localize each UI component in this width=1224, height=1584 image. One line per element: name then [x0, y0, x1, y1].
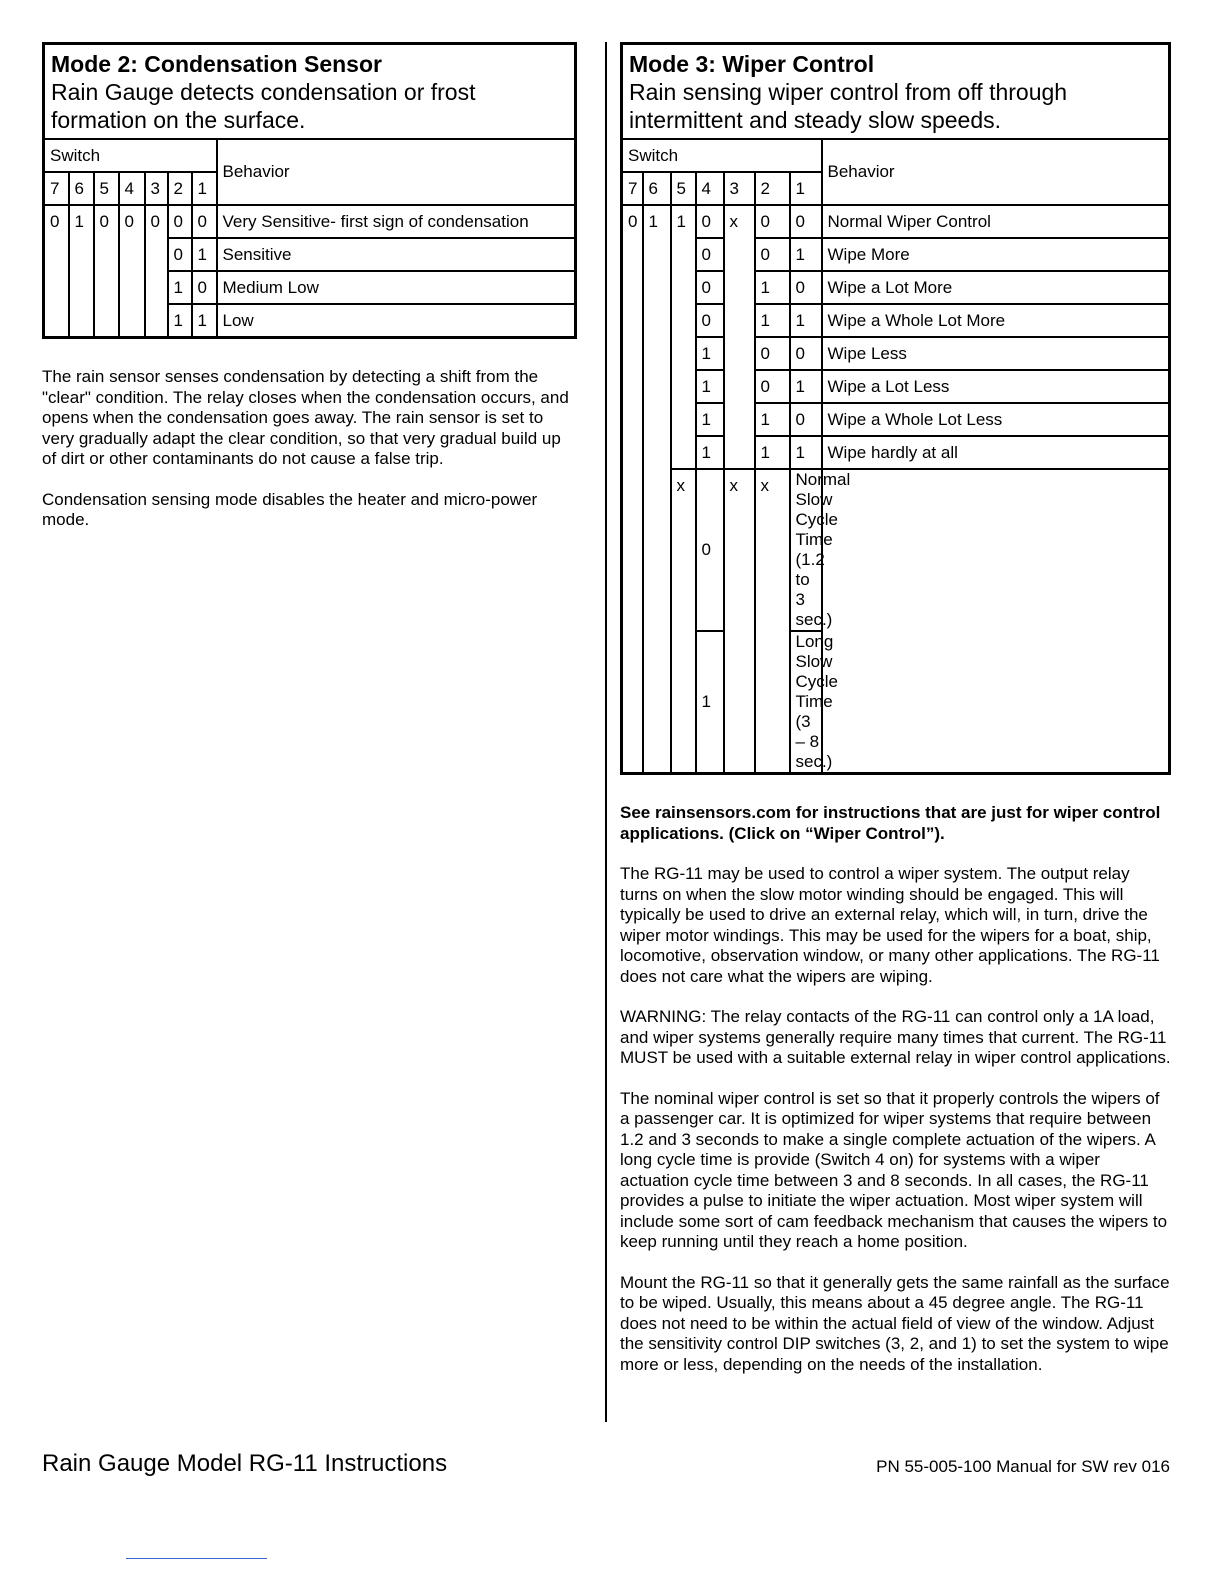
- mode2-row4-behavior: Low: [217, 304, 576, 338]
- mode3-note: See rainsensors.com for instructions that are just for wiper control applications. (Click on “Wiper Control”).: [620, 803, 1161, 843]
- mode3-row3-bit4: 0: [696, 271, 724, 304]
- mode3-row2-behavior: Wipe More: [822, 238, 1170, 271]
- link-underline: [126, 1558, 267, 1559]
- mode3-bit-5: 1: [671, 205, 696, 469]
- mode2-section: [42, 42, 577, 551]
- mode2-title: Mode 2: Condensation Sensor: [51, 51, 382, 77]
- mode3-row2-bit1: 1: [790, 238, 822, 271]
- mode3-switch-label: Switch: [622, 139, 822, 172]
- mode3-row5-bit4: 1: [696, 337, 724, 370]
- table-row: [622, 205, 1170, 238]
- mode2-switch-5: 5: [94, 172, 119, 205]
- mode2-header: [44, 44, 576, 140]
- mode3-cycle-bit3: x: [724, 469, 755, 774]
- mode2-table: [42, 42, 577, 339]
- mode2-switch-label: Switch: [44, 139, 217, 172]
- mode3-paragraph-2: WARNING: The relay contacts of the RG-11 can control only a 1A load, and wiper systems generally require many times that current. The RG-11 MUST be used with a suitable external relay in wiper control applications.: [620, 1007, 1171, 1067]
- mode2-row2-bit2: 0: [168, 238, 192, 271]
- table-row: [622, 469, 1170, 631]
- mode3-paragraph-4: Mount the RG-11 so that it generally gets the same rainfall as the surface to be wiped. Usually, this means about a 45 degree angle. The RG-11 does not need to be within the actual field of view of the window. Adjust the sensitivity control DIP switches (3, 2, and 1) to set the system to wipe more or less, depending on the needs of the installation.: [620, 1272, 1170, 1374]
- mode3-row5-behavior: Wipe Less: [822, 337, 1170, 370]
- mode3-row1-behavior: Normal Wiper Control: [822, 205, 1170, 238]
- mode3-row7-bit1: 0: [790, 403, 822, 436]
- mode3-row3-bit2: 1: [755, 271, 790, 304]
- mode2-row1-bit1: 0: [192, 205, 217, 238]
- mode2-bit-3: 0: [145, 205, 168, 338]
- mode2-bit-4: 0: [119, 205, 145, 338]
- mode3-cycle-bit2: x: [755, 469, 790, 774]
- footer-title: Rain Gauge Model RG-11 Instructions: [42, 1450, 448, 1477]
- mode3-row6-behavior: Wipe a Lot Less: [822, 370, 1170, 403]
- mode2-bit-5: 0: [94, 205, 119, 338]
- mode3-behavior-header: Behavior: [822, 139, 1170, 205]
- mode3-row8-bit2: 1: [755, 436, 790, 469]
- mode2-row1-bit2: 0: [168, 205, 192, 238]
- mode3-switch-1: 1: [790, 172, 822, 205]
- mode3-row6-bit2: 0: [755, 370, 790, 403]
- table-row: [622, 631, 1170, 774]
- mode3-switch-7: 7: [622, 172, 643, 205]
- mode2-row2-bit1: 1: [192, 238, 217, 271]
- mode2-row3-bit2: 1: [168, 271, 192, 304]
- mode2-behavior-header: Behavior: [217, 139, 576, 205]
- mode3-row7-behavior: Wipe a Whole Lot Less: [822, 403, 1170, 436]
- mode3-bit-6: 1: [643, 205, 671, 774]
- mode3-row4-bit1: 1: [790, 304, 822, 337]
- mode3-row6-bit1: 1: [790, 370, 822, 403]
- mode2-paragraph-1: The rain sensor senses condensation by detecting a shift from the "clear" condition. The relay closes when the condensation occurs, and opens when the condensation goes away. The rain sensor is set to very gradually adapt the clear condition, so that very gradual build up of dirt or other contaminants do not cause a false trip.: [42, 367, 569, 468]
- mode3-row8-bit1: 1: [790, 436, 822, 469]
- mode2-switch-2: 2: [168, 172, 192, 205]
- mode3-bit-7: 0: [622, 205, 643, 774]
- mode3-cycle-normal-bit4: 0: [696, 469, 724, 631]
- mode3-row5-bit1: 0: [790, 337, 822, 370]
- mode3-row2-bit2: 0: [755, 238, 790, 271]
- mode2-switch-7: 7: [44, 172, 69, 205]
- mode2-switch-4: 4: [119, 172, 145, 205]
- mode3-cycle-long-behavior: Long Slow Cycle Time (3 – 8 sec.): [790, 631, 822, 774]
- table-row: [622, 271, 1170, 304]
- table-row: [622, 370, 1170, 403]
- mode3-row5-bit2: 0: [755, 337, 790, 370]
- mode3-title: Mode 3: Wiper Control: [629, 51, 875, 77]
- mode2-row3-behavior: Medium Low: [217, 271, 576, 304]
- mode3-row1-bit2: 0: [755, 205, 790, 238]
- mode3-row3-behavior: Wipe a Lot More: [822, 271, 1170, 304]
- mode2-paragraph-2: Condensation sensing mode disables the heater and micro-power mode.: [42, 489, 538, 529]
- mode2-row1-behavior: Very Sensitive- first sign of condensation: [217, 205, 576, 238]
- mode3-section: [620, 42, 1171, 1395]
- mode3-row7-bit4: 1: [696, 403, 724, 436]
- mode3-row3-bit1: 0: [790, 271, 822, 304]
- mode2-subtitle: Rain Gauge detects condensation or frost formation on the surface.: [51, 79, 476, 133]
- table-row: [622, 304, 1170, 337]
- mode2-row4-bit1: 1: [192, 304, 217, 338]
- mode3-switch-3: 3: [724, 172, 755, 205]
- mode2-bit-6: 1: [69, 205, 94, 338]
- mode3-cycle-bit5: x: [671, 469, 696, 774]
- mode3-row4-bit2: 1: [755, 304, 790, 337]
- mode3-row8-behavior: Wipe hardly at all: [822, 436, 1170, 469]
- mode3-row8-bit4: 1: [696, 436, 724, 469]
- mode3-switch-6: 6: [643, 172, 671, 205]
- footer-part-number: PN 55-005-100 Manual for SW rev 016: [876, 1457, 1170, 1476]
- mode3-row2-bit4: 0: [696, 238, 724, 271]
- table-row: [622, 403, 1170, 436]
- mode3-table: [620, 42, 1171, 775]
- mode3-switch-2: 2: [755, 172, 790, 205]
- mode2-row3-bit1: 0: [192, 271, 217, 304]
- mode3-subtitle: Rain sensing wiper control from off through intermittent and steady slow speeds.: [629, 79, 1068, 133]
- mode2-switch-3: 3: [145, 172, 168, 205]
- mode3-cycle-long-bit4: 1: [696, 631, 724, 774]
- mode3-row1-bit4: 0: [696, 205, 724, 238]
- mode2-bit-7: 0: [44, 205, 69, 338]
- mode3-switch-5: 5: [671, 172, 696, 205]
- mode3-bit-3: x: [724, 205, 755, 469]
- mode3-row6-bit4: 1: [696, 370, 724, 403]
- mode3-header: [622, 44, 1170, 140]
- mode3-row4-bit4: 0: [696, 304, 724, 337]
- table-row: [622, 337, 1170, 370]
- mode3-row7-bit2: 1: [755, 403, 790, 436]
- table-row: [44, 205, 576, 238]
- mode2-switch-1: 1: [192, 172, 217, 205]
- mode2-switch-6: 6: [69, 172, 94, 205]
- mode3-paragraph-1: The RG-11 may be used to control a wiper system. The output relay turns on when the slow motor winding should be engaged. This will typically be used to drive an external relay, which will, in turn, drive the wiper motor windings. This may be used for the wipers for a boat, ship, locomotive, observation window, or many other applications. The RG-11 does not care what the wipers are wiping.: [620, 864, 1160, 986]
- column-divider: [605, 42, 607, 1422]
- mode3-row1-bit1: 0: [790, 205, 822, 238]
- table-row: [622, 238, 1170, 271]
- mode2-row4-bit2: 1: [168, 304, 192, 338]
- mode3-cycle-normal-behavior: Normal Slow Cycle Time (1.2 to 3 sec.): [790, 469, 822, 631]
- mode3-row4-behavior: Wipe a Whole Lot More: [822, 304, 1170, 337]
- mode3-switch-4: 4: [696, 172, 724, 205]
- mode2-row2-behavior: Sensitive: [217, 238, 576, 271]
- mode3-paragraph-3: The nominal wiper control is set so that it properly controls the wipers of a passenger car. It is optimized for wiper systems that require between 1.2 and 3 seconds to make a single complete actuation of the wipers. A long cycle time is provide (Switch 4 on) for systems with a wiper actuation cycle time between 3 and 8 seconds. In all cases, the RG-11 provides a pulse to initiate the wiper actuation. Most wiper system will include some sort of cam feedback mechanism that causes the wipers to keep running until they reach a home position.: [620, 1088, 1168, 1251]
- table-row: [622, 436, 1170, 469]
